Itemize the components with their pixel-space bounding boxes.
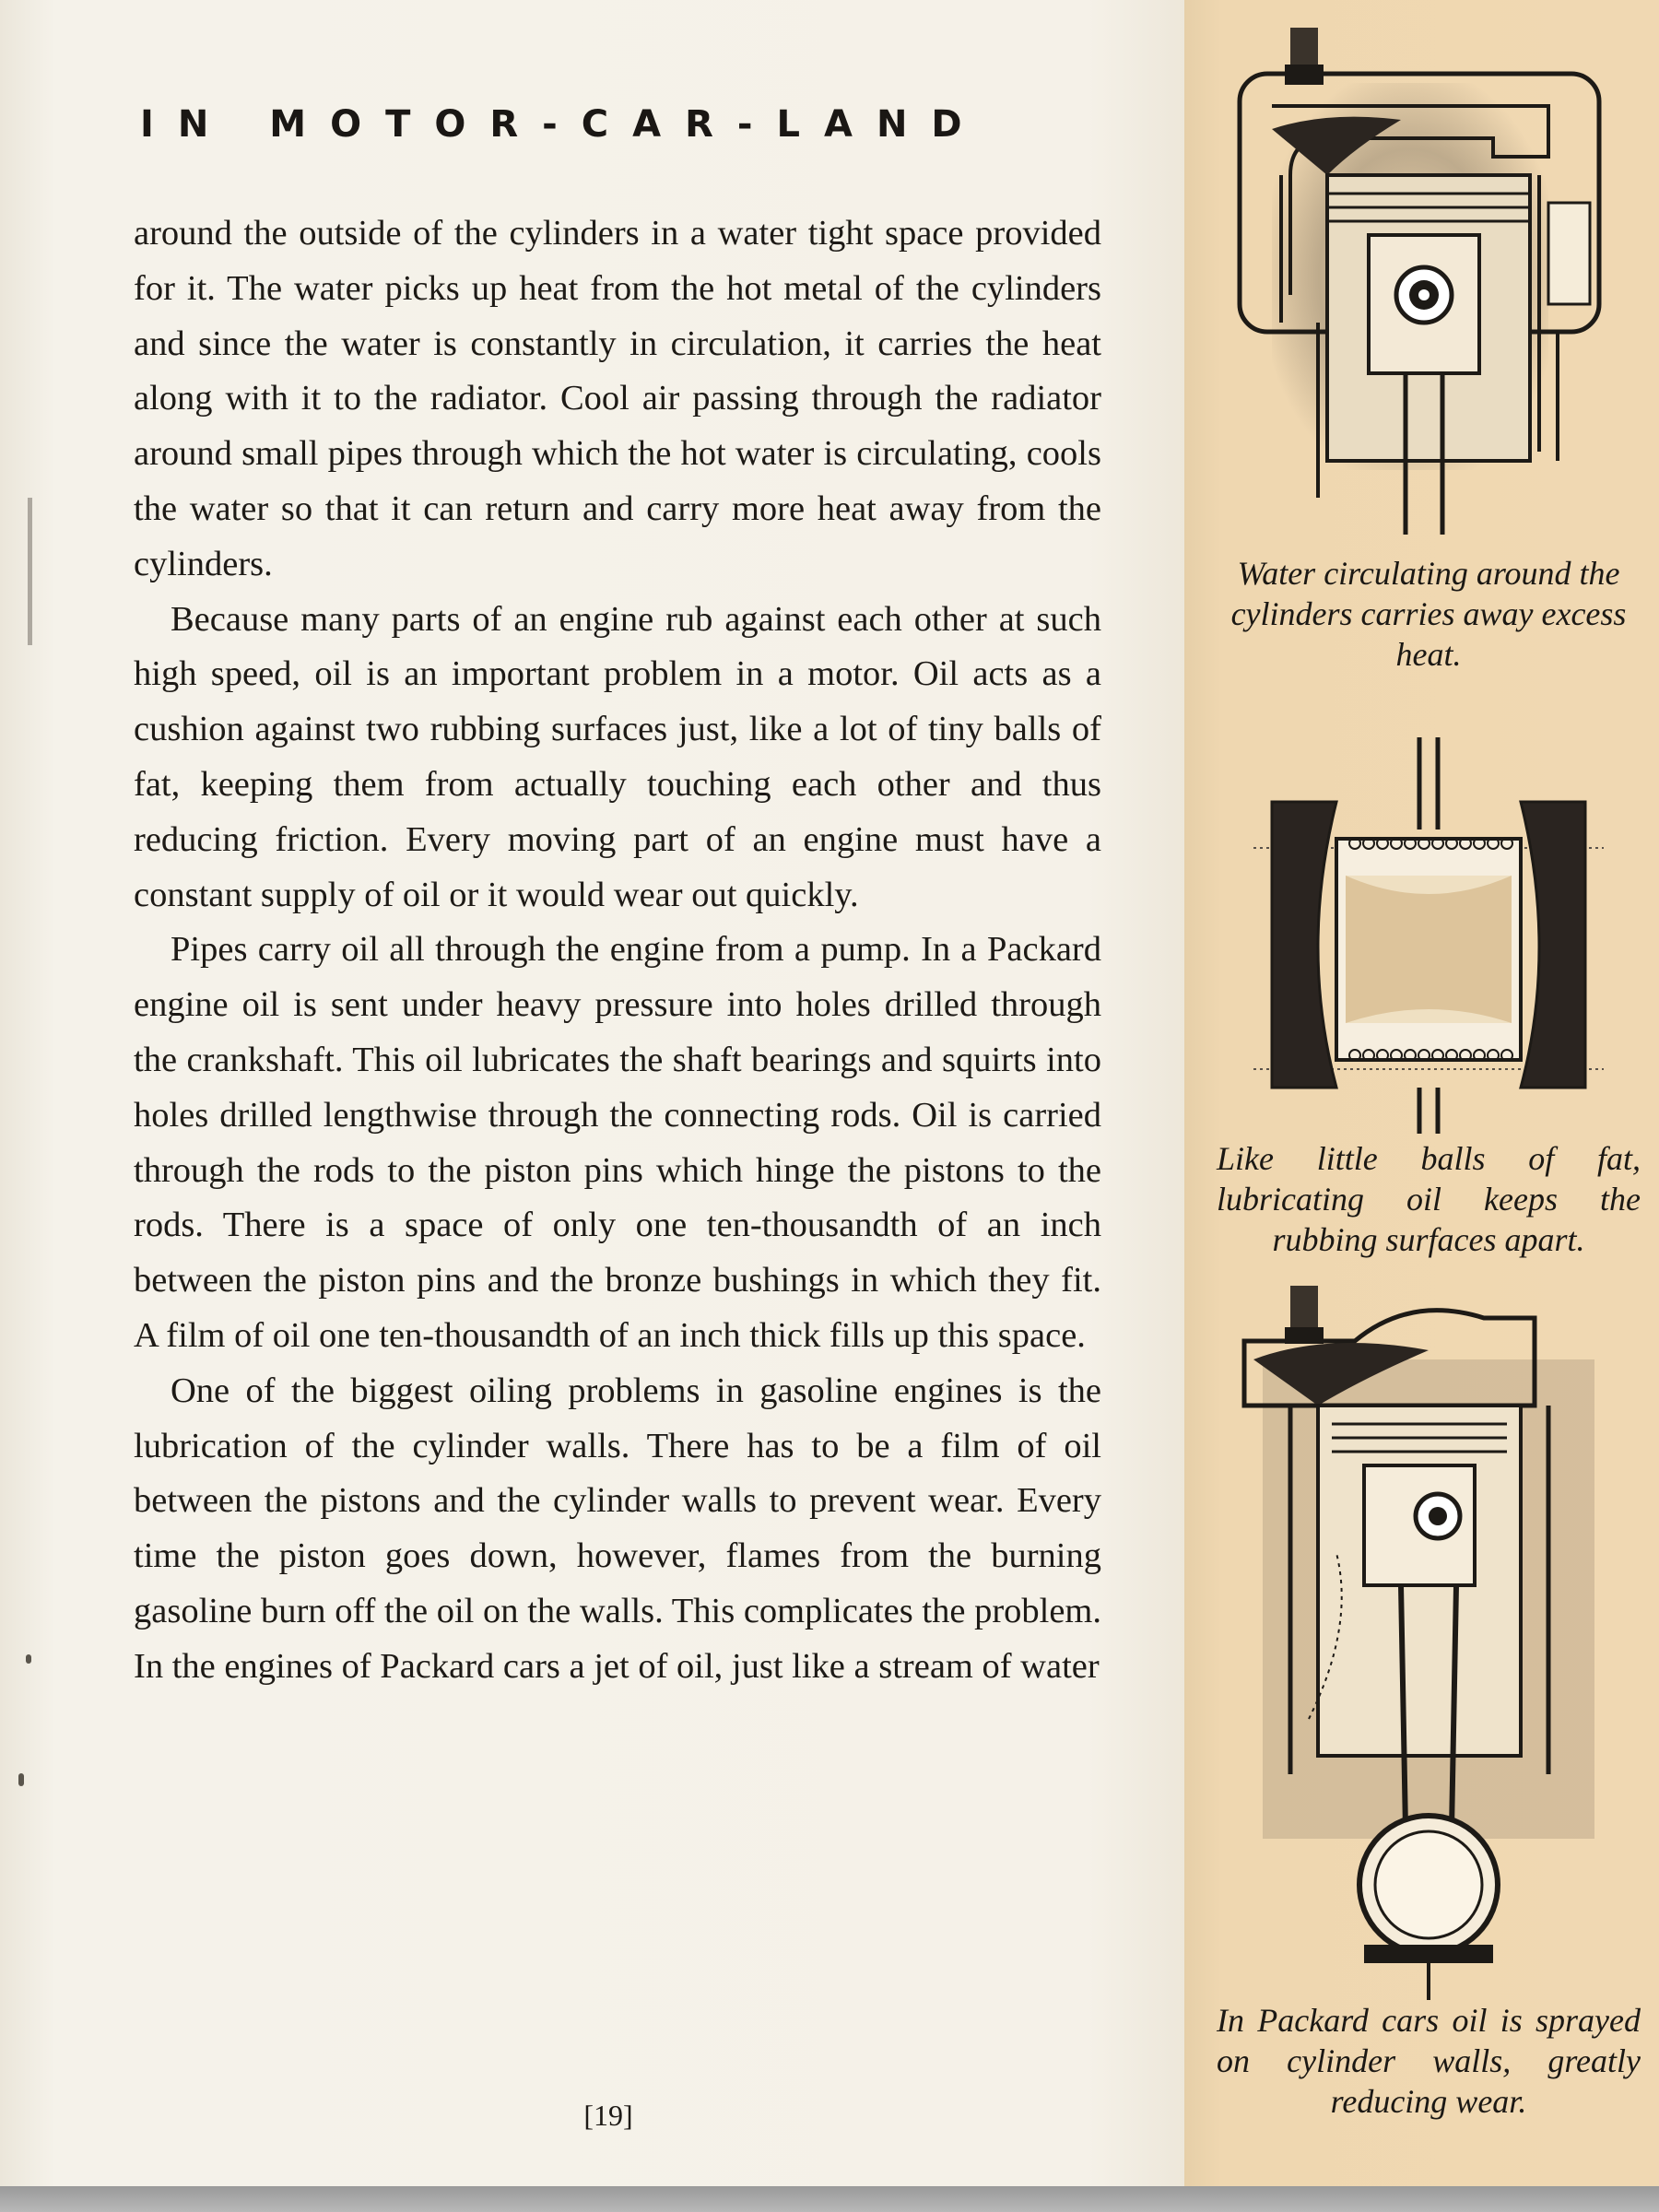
oil-film-bearing-illustration [1217, 728, 1641, 1134]
figure-caption: Water circulating around the cylinders carries away excess heat. [1230, 555, 1627, 673]
figure-caption: In Packard cars oil is sprayed on cylinder walls, greatly reducing wear. [1217, 2002, 1641, 2120]
paragraph: Pipes carry oil all through the engine from a pump. In a Packard engine oil is sent under heavy pressure into holes drilled through the crankshaft. This oil lubricates the shaft bearings and squirts into holes drilled lengthwise through the connecting rods. Oil is carried through the rods to the piston pins which hinge the pistons to the rods. There is a space of only one ten-thousandth of an inch between the piston pins and the bronze bushings in which they fit. A film of oil one ten-thousandth of an inch thick fills up this space. [134, 930, 1101, 1355]
scan-bottom-edge [0, 2186, 1659, 2212]
piston-oil-spray-illustration [1217, 1277, 1641, 2005]
paragraph: One of the biggest oiling problems in gasoline engines is the lubrication of the cylinder walls. There has to be a film of oil between the pistons and the cylinder walls to prevent wear. Every time the piston goes down, however, flames from the burning gasoline burn off the oil on the walls. This complicates the problem. In the engines of Packard cars a jet of oil, just like a stream of water [134, 1371, 1101, 1686]
paragraph: Because many parts of an engine rub against each other at such high speed, oil is an important problem in a motor. Oil acts as a cushion against two rubbing surfaces just, like a lot of tiny balls of fat, keeping them from actually touching each other and thus reducing friction. Every moving part of an engine must have a constant supply of oil or it would wear out quickly. [134, 599, 1101, 914]
binding-dot [18, 1773, 24, 1786]
paragraph: around the outside of the cylinders in a water tight space provided for it. The water picks up heat from the hot metal of the cylinders and since the water is constantly in circulation, it carries the heat along with it to the radiator. Cool air passing through the radiator around small pipes through which the hot water is circulating, cools the water so that it can return and carry more heat away from the cylinders. [134, 214, 1101, 583]
figure-caption: Like little balls of fat, lubricating oil keeps the rubbing surfaces apart. [1217, 1140, 1641, 1258]
running-head: IN MOTOR-CAR-LAND [140, 103, 986, 146]
body-text [134, 206, 1101, 1695]
cylinder-water-cooling-illustration [1217, 18, 1641, 544]
binding-dot [26, 1654, 31, 1664]
page-number: [19] [583, 2099, 633, 2132]
binding-mark [28, 498, 32, 645]
